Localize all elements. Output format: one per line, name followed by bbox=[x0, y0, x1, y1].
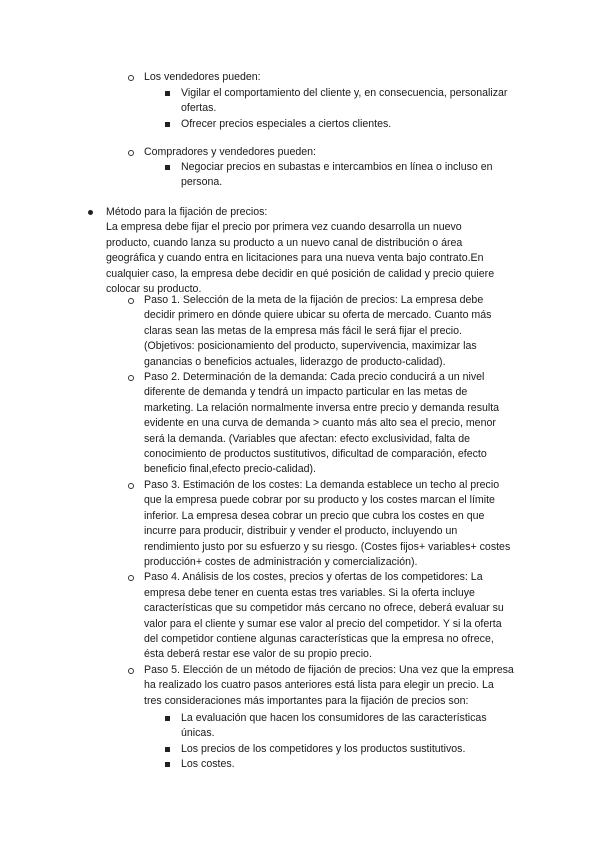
consideracion-item bbox=[165, 757, 505, 772]
circle-bullet-icon bbox=[128, 575, 134, 581]
circle-bullet-icon bbox=[128, 668, 134, 674]
metodo-intro: La empresa debe fijar el precio por primera vez cuando desarrolla un nuevo producto, cuando lanza su producto a un nuevo canal de distribución o área geográfica y cuando entra en licitaciones para una nueva venta bajo contrato.En cualquier caso, la empresa debe decidir en qué posición de calidad y precio quiere colocar su producto. bbox=[106, 221, 495, 296]
paso-item bbox=[128, 478, 514, 570]
paso-item bbox=[128, 570, 514, 662]
compradores-item bbox=[128, 145, 548, 160]
paso-text: Paso 1. Selección de la meta de la fijación de precios: La empresa debe decidir primero en dónde quiere ubicar su oferta de mercado. Cuanto más claras sean las metas de la empresa más fácil le será fijar el precio. (Objetivos: posicionamiento del producto, supervivencia, maximizar las ganancias o beneficios actuales, liderazgo de producto-calidad). bbox=[144, 294, 492, 368]
paso-item bbox=[128, 370, 514, 478]
circle-bullet-icon bbox=[128, 150, 134, 156]
circle-bullet-icon bbox=[128, 75, 134, 81]
compradores-subitem bbox=[165, 160, 530, 191]
square-bullet-icon bbox=[165, 716, 170, 721]
square-bullet-icon bbox=[165, 747, 170, 752]
vendedores-subitem bbox=[165, 86, 530, 117]
paso-text: Paso 2. Determinación de la demanda: Cada precio conducirá a un nivel diferente de demanda y tendrá un impacto particular en las metas de marketing. La relación normalmente inversa entre precio y demanda resulta evidente en una curva de demanda > cuanto más alto sea el precio, menor será la demanda. (Variables que afectan: efecto exclusividad, falta de conocimiento de productos sustitutivos, dificultad de comparación, efecto beneficio final,efecto precio-calidad). bbox=[144, 371, 500, 476]
square-bullet-icon bbox=[165, 762, 170, 767]
paso-item bbox=[128, 293, 514, 370]
consideracion-item bbox=[165, 742, 505, 757]
square-bullet-icon bbox=[165, 165, 170, 170]
paso-text: Paso 3. Estimación de los costes: La demanda establece un techo al precio que la empresa puede cobrar por su producto y los costes marcan el límite inferior. La empresa desea cobrar un precio que cubra los costes en que incurre para producir, distribuir y vender el producto, incluyendo un rendimiento justo por su esfuerzo y su riesgo. (Costes fijos+ variables+ costes producción+ costes de administración y comercialización). bbox=[144, 478, 511, 568]
metodo-heading: Método para la fijación de precios: bbox=[106, 206, 268, 218]
disc-bullet-icon bbox=[88, 210, 93, 215]
circle-bullet-icon bbox=[128, 298, 134, 304]
paso-item bbox=[128, 663, 514, 709]
consideracion-item bbox=[165, 711, 505, 742]
consideracion-text: La evaluación que hacen los consumidores de las características únicas. bbox=[181, 711, 487, 740]
compradores-subitem-text: Negociar precios en subastas e intercambios en línea o incluso en persona. bbox=[181, 161, 493, 189]
square-bullet-icon bbox=[165, 122, 170, 127]
consideraciones-list bbox=[165, 711, 505, 773]
pasos-list bbox=[128, 293, 514, 773]
vendedores-subitem bbox=[165, 117, 530, 132]
consideracion-text: Los costes. bbox=[181, 758, 235, 771]
vendedores-label: Los vendedores pueden: bbox=[144, 71, 261, 83]
vendedores-item bbox=[128, 70, 548, 85]
paso-text: Paso 4. Análisis de los costes, precios y ofertas de los competidores: La empresa debe tener en cuenta estas tres variables. Si la oferta incluye características que su competidor más cercano no ofrece, deberá evaluar su valor para el cliente y sumar ese valor al precio del competidor. Y si la oferta del competidor contiene algunas características que la empresa no ofrece, ésta deberá restar ese valor de su propio precio. bbox=[144, 571, 504, 661]
paso-text: Paso 5. Elección de un método de fijación de precios: Una vez que la empresa ha realizado los cuatro pasos anteriores está lista para elegir un precio. La tres consideraciones más importantes para la fijación de precios son: bbox=[144, 663, 514, 707]
consideracion-text: Los precios de los competidores y los productos sustitutivos. bbox=[181, 742, 466, 755]
circle-bullet-icon bbox=[128, 375, 134, 381]
vendedores-subitem-text: Ofrecer precios especiales a ciertos clientes. bbox=[181, 118, 392, 130]
square-bullet-icon bbox=[165, 91, 170, 96]
vendedores-subitem-text: Vigilar el comportamiento del cliente y, en consecuencia, personalizar ofertas. bbox=[181, 87, 508, 115]
circle-bullet-icon bbox=[128, 483, 134, 489]
compradores-label: Compradores y vendedores pueden: bbox=[144, 146, 316, 158]
metodo-section bbox=[88, 205, 508, 297]
